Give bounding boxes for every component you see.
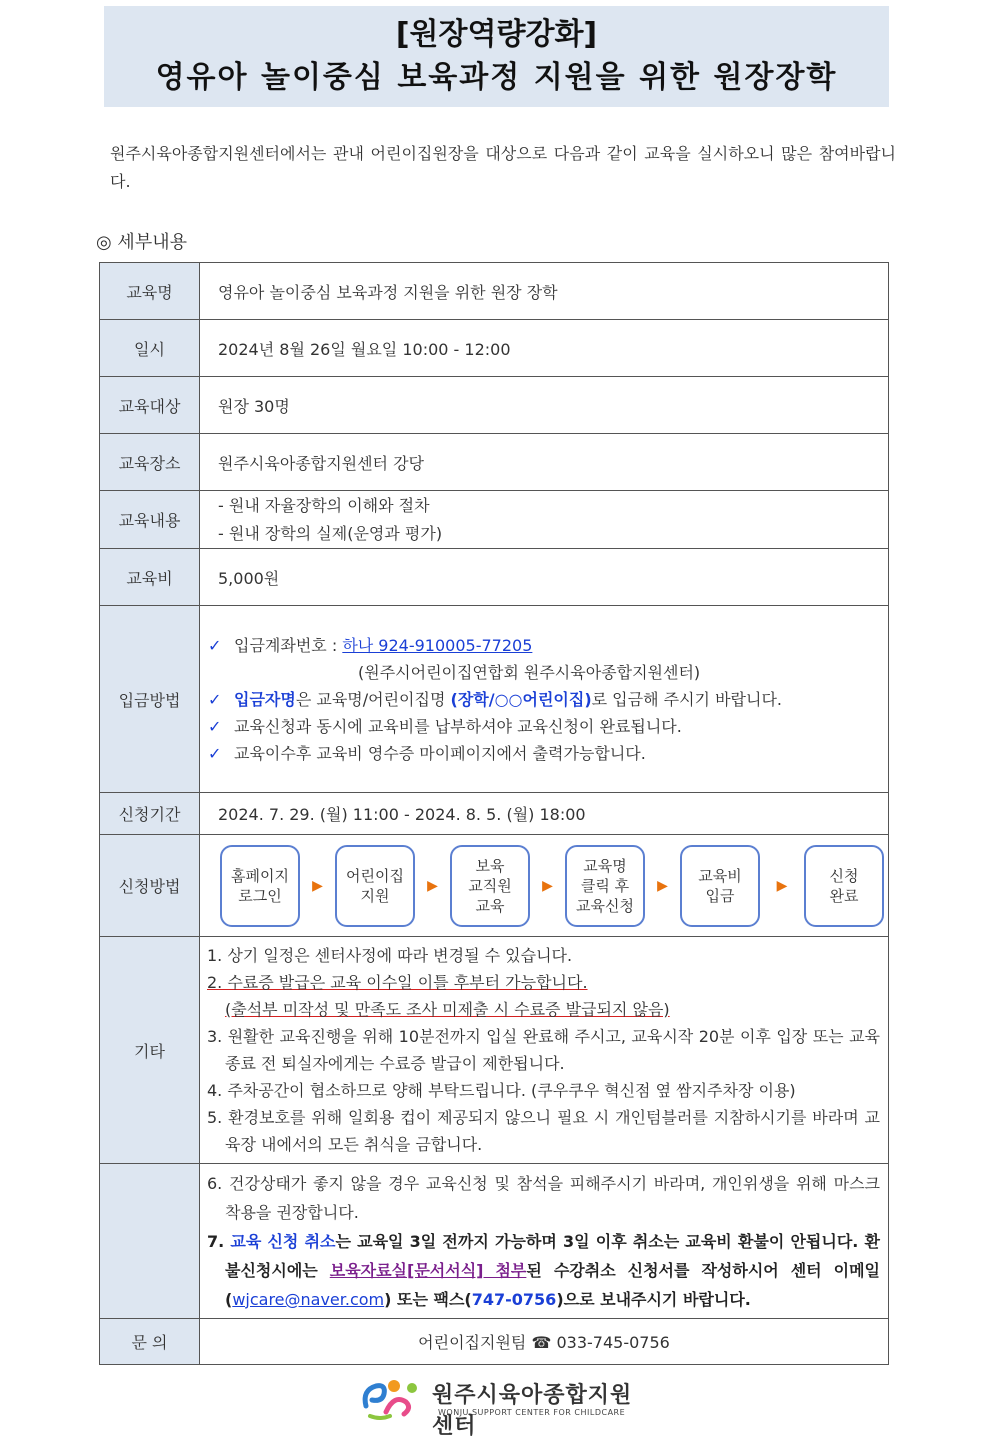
check-icon: ✓ (208, 716, 222, 736)
row-target (100, 377, 889, 434)
arrow-right-icon: ▶ (427, 877, 438, 894)
title-line1: [원장역량강화] (395, 17, 598, 52)
value-period: 2024. 7. 29. (월) 11:00 - 2024. 8. 5. (월) 18:00 (200, 793, 889, 835)
arrow-right-icon: ▶ (542, 877, 553, 894)
cancel-label: 교육 신청 취소 (230, 1231, 336, 1251)
value-date: 2024년 8월 26일 월요일 10:00 - 12:00 (200, 320, 889, 377)
arrow-right-icon: ▶ (657, 877, 668, 894)
value-payment (200, 606, 889, 793)
row-method (100, 835, 889, 937)
label-place: 교육장소 (100, 434, 200, 491)
check-icon: ✓ (208, 689, 222, 709)
depositor-name-label: 입금자명 (234, 689, 296, 709)
email-link[interactable]: wjcare@naver.com (232, 1289, 385, 1309)
content-line2: - 원내 장학의 실제(운영과 평가) (218, 523, 443, 543)
step-homepage-login: 홈페이지 로그인 (220, 845, 300, 927)
check-icon: ✓ (208, 635, 222, 655)
payment-item-3-text: 교육신청과 동시에 교육비를 납부하셔야 교육신청이 완료됩니다. (234, 716, 682, 736)
step-daycare-support: 어린이집 지원 (335, 845, 415, 927)
row-etc-continued (100, 1164, 889, 1319)
value-course-name: 영유아 놀이중심 보육과정 지원을 위한 원장 장학 (200, 263, 889, 320)
payment-item-account (208, 632, 888, 659)
label-method: 신청방법 (100, 835, 200, 937)
account-number: 하나 924-910005-77205 (342, 635, 533, 655)
logo-icon (360, 1376, 420, 1420)
note-1: 1. 상기 일정은 센터사정에 따라 변경될 수 있습니다. (207, 946, 573, 965)
center-name: 원주시육아종합지원센터 (432, 1383, 633, 1439)
value-place: 원주시육아종합지원센터 강당 (200, 434, 889, 491)
title-line2: 영유아 놀이중심 보육과정 지원을 위한 원장장학 (155, 60, 838, 95)
value-etc-continued (200, 1164, 889, 1319)
step-complete: 신청 완료 (804, 845, 884, 927)
value-method (200, 835, 889, 937)
note-6: 6. 건강상태가 좋지 않을 경우 교육신청 및 참석을 피해주시기 바라며, 개인위생을 위해 마스크 착용을 권장합니다. (207, 1173, 880, 1222)
section-title: ◎ 세부내용 (96, 232, 187, 253)
label-fee: 교육비 (100, 549, 200, 606)
row-place (100, 434, 889, 491)
account-holder: (원주시어린이집연합회 원주시육아종합지원센터) (358, 662, 701, 682)
note-5: 5. 환경보호를 위해 일회용 컵이 제공되지 않으니 필요 시 개인텀블러를 지참하시기를 바라며 교육장 내에서의 모든 취식을 금합니다. (207, 1108, 880, 1154)
details-table (99, 262, 889, 1365)
center-logo (360, 1372, 640, 1439)
depositor-name-example: (장학/○○어린이집) (450, 689, 592, 709)
note-3: 3. 원활한 교육진행을 위해 10분전까지 입실 완료해 주시고, 교육시작 20분 이후 입장 또는 교육 종료 전 퇴실자에게는 수료증 발급이 제한됩니다. (207, 1027, 880, 1073)
check-icon: ✓ (208, 743, 222, 763)
step-course-apply: 교육명 클릭 후 교육신청 (565, 845, 645, 927)
row-payment (100, 606, 889, 793)
title-banner (104, 6, 889, 107)
label-payment: 입금방법 (100, 606, 200, 793)
note-4: 4. 주차공간이 협소하므로 양해 부탁드립니다. (쿠우쿠우 혁신점 옆 쌈지주차장 이용) (207, 1081, 796, 1100)
application-steps (216, 836, 888, 936)
intro-text: 원주시육아종합지원센터에서는 관내 어린이집원장을 대상으로 다음과 같이 교육을 실시하오니 많은 참여바랍니다. (110, 144, 896, 191)
depositor-name-end: 로 입금해 주시기 바랍니다. (591, 689, 783, 709)
step-fee-payment: 교육비 입금 (680, 845, 760, 927)
label-course-name: 교육명 (100, 263, 200, 320)
row-content (100, 491, 889, 549)
account-prefix: 입금계좌번호 : (234, 635, 343, 655)
value-content (200, 491, 889, 549)
payment-item-4 (208, 740, 888, 767)
fax-number: 747-0756 (471, 1289, 557, 1309)
label-content: 교육내용 (100, 491, 200, 549)
label-date: 일시 (100, 320, 200, 377)
label-contact: 문 의 (100, 1319, 200, 1365)
value-fee: 5,000원 (200, 549, 889, 606)
depositor-name-mid: 은 교육명/어린이집명 (295, 689, 451, 709)
label-period: 신청기간 (100, 793, 200, 835)
center-name-english: WONJU SUPPORT CENTER FOR CHILDCARE (438, 1408, 626, 1417)
note-2: 2. 수료증 발급은 교육 이수일 이틀 후부터 가능합니다. (207, 973, 588, 992)
content-line1: - 원내 자율장학의 이해와 절차 (218, 495, 430, 515)
label-target: 교육대상 (100, 377, 200, 434)
row-contact (100, 1319, 889, 1365)
payment-item-name (208, 686, 888, 713)
payment-item-3 (208, 713, 888, 740)
row-fee (100, 549, 889, 606)
note-7: 7. 교육 신청 취소는 교육일 3일 전까지 가능하며 3일 이후 취소는 교육비 환불이 안됩니다. 환불신청시에는 보육자료실[문서서식] 첨부된 수강취소 신청서를 작성하시어 센터 이메일(wjcare@naver.com) 또는 팩스(747-0756)으로 보내주시기 바랍니다. (207, 1231, 880, 1309)
arrow-right-icon: ▶ (312, 877, 323, 894)
step-staff-education: 보육 교직원 교육 (450, 845, 530, 927)
value-contact: 어린이집지원팀 ☎ 033-745-0756 (200, 1319, 889, 1365)
attachment-link[interactable]: 보육자료실[문서서식] 첨부 (329, 1260, 527, 1280)
row-date (100, 320, 889, 377)
row-course-name (100, 263, 889, 320)
value-etc (200, 937, 889, 1164)
label-etc-blank (100, 1164, 200, 1319)
row-etc (100, 937, 889, 1164)
label-etc: 기타 (100, 937, 200, 1164)
value-target: 원장 30명 (200, 377, 889, 434)
row-period (100, 793, 889, 835)
payment-account-holder (208, 659, 888, 686)
payment-item-4-text: 교육이수후 교육비 영수증 마이페이지에서 출력가능합니다. (234, 743, 646, 763)
note-2-sub: (출석부 미작성 및 만족도 조사 미제출 시 수료증 발급되지 않음) (225, 1000, 670, 1019)
arrow-right-icon: ▶ (776, 877, 788, 894)
